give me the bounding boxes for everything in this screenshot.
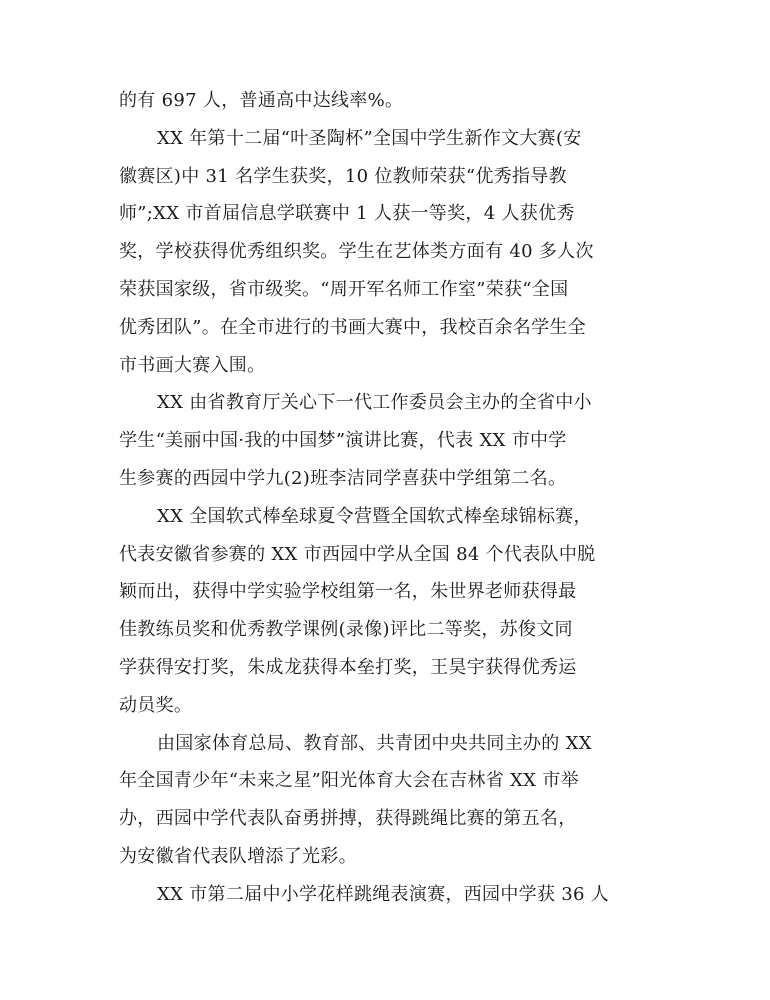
paragraph-p1 (119, 82, 654, 120)
text-line: 由国家体育总局、教育部、共青团中央共同主办的 XX (157, 732, 592, 754)
paragraph-p5 (119, 725, 654, 876)
text-line: 徽赛区)中 31 名学生获奖，10 位教师荣获“优秀指导教 (119, 165, 567, 187)
text-line: 颖而出，获得中学实验学校组第一名，朱世界老师获得最 (119, 581, 577, 603)
text-line: 年全国青少年“未来之星”阳光体育大会在吉林省 XX 市举 (119, 770, 579, 792)
text-line: 代表安徽省参赛的 XX 市西园中学从全国 84 个代表队中脱 (119, 543, 596, 565)
text-line: 佳教练员奖和优秀教学课例(录像)评比二等奖，苏俊文同 (119, 619, 573, 641)
text-line: 优秀团队”。在全市进行的书画大赛中，我校百余名学生全 (119, 316, 586, 338)
text-line: XX 年第十二届“叶圣陶杯”全国中学生新作文大赛(安 (157, 127, 582, 149)
text-line: XX 市第二届中小学花样跳绳表演赛，西园中学获 36 人 (157, 883, 610, 905)
text-line: 为安徽省代表队增添了光彩。 (119, 845, 357, 867)
text-line: 奖，学校获得优秀组织奖。学生在艺体类方面有 40 多人次 (119, 241, 594, 263)
text-line: 师”;XX 市首届信息学联赛中 1 人获一等奖，4 人获优秀 (119, 203, 575, 225)
text-line: 生参赛的西园中学九(2)班李洁同学喜获中学组第二名。 (119, 467, 567, 489)
text-line: 市书画大赛入围。 (119, 354, 266, 376)
text-line: 荣获国家级，省市级奖。“周开军名师工作室”荣获“全国 (119, 278, 569, 300)
text-line: 动员奖。 (119, 694, 193, 716)
paragraph-p4 (119, 498, 654, 725)
text-line: 学获得安打奖，朱成龙获得本垒打奖，王昊宇获得优秀运 (119, 656, 577, 678)
text-line: 学生“美丽中国·我的中国梦”演讲比赛，代表 XX 市中学 (119, 430, 567, 452)
text-line: 办，西园中学代表队奋勇拼搏，获得跳绳比赛的第五名， (119, 808, 577, 830)
text-line: XX 全国软式棒垒球夏令营暨全国软式棒垒球锦标赛， (157, 505, 592, 527)
text-line: XX 由省教育厅关心下一代工作委员会主办的全省中小 (157, 392, 592, 414)
text-line: 的有 697 人，普通高中达线率%。 (119, 90, 404, 111)
paragraph-p3 (119, 384, 654, 497)
paragraph-p6 (119, 876, 654, 914)
paragraph-p2 (119, 120, 654, 385)
document-body (119, 82, 654, 914)
